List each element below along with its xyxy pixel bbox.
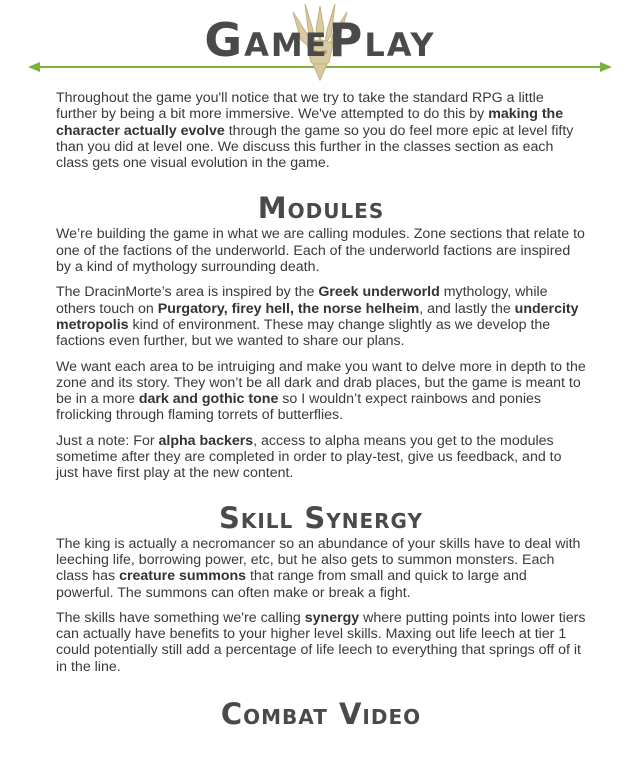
intro-paragraph: Throughout the game you'll notice that we try to take the standard RPG a little further by being a bit more immersive. We've attempted to do this by making the character actually evolve through the game so you do feel more epic at level fifty than you did at level one. We discuss this further in the classes section as each class gets one visual evolution in the game. [56,90,574,172]
skill-paragraph-2: The skills have something we're calling synergy where putting points into lower tiers can actually have benefits to your higher level skills. Maxing out life leech at tier 1 could potentially still add a percentage of life leech to everything that springs off of it in the line. [56,609,586,675]
modules-paragraph-1: We’re building the game in what we are calling modules. Zone sections that relate to one of the factions of the underworld. Each of the underworld factions are inspired by a kind of mythology surrounding death. [56,226,585,276]
modules-paragraph-3: We want each area to be intruiging and make you want to delve more in depth to the zone and its story. They won’t be all dark and drab places, but the game is meant to be in a more dark and gothic tone so I wouldn’t expect rainbows and ponies frolicking through flaming torrets of butterflies. [56,358,586,424]
modules-paragraph-2: The DracinMorte’s area is inspired by the Greek underworld mythology, while others touch on Purgatory, firey hell, the norse helheim, and lastly the undercity metropolis kind of environment. These may change slightly as we develop the factions even further, but we wanted to share our plans. [56,284,579,350]
skill-synergy-heading: Skill Synergy [218,500,424,535]
article-body [56,90,586,732]
modules-heading: Modules [257,191,385,226]
header-banner [0,0,640,82]
modules-paragraph-4: Just a note: For alpha backers, access to alpha means you get to the modules sometime after they are completed in order to play-test, give us feedback, and to just have first play at the new content. [56,432,562,482]
combat-video-heading: Combat Video [220,697,422,732]
skill-paragraph-1: The king is actually a necromancer so an abundance of your skills have to deal with leeching life, borrowing power, etc, but he also gets to summon monsters. Each class has creature summons that range from small and quick to large and powerful. The summons can often make or break a fight. [56,535,581,601]
page-title: GamePlay [204,13,436,67]
